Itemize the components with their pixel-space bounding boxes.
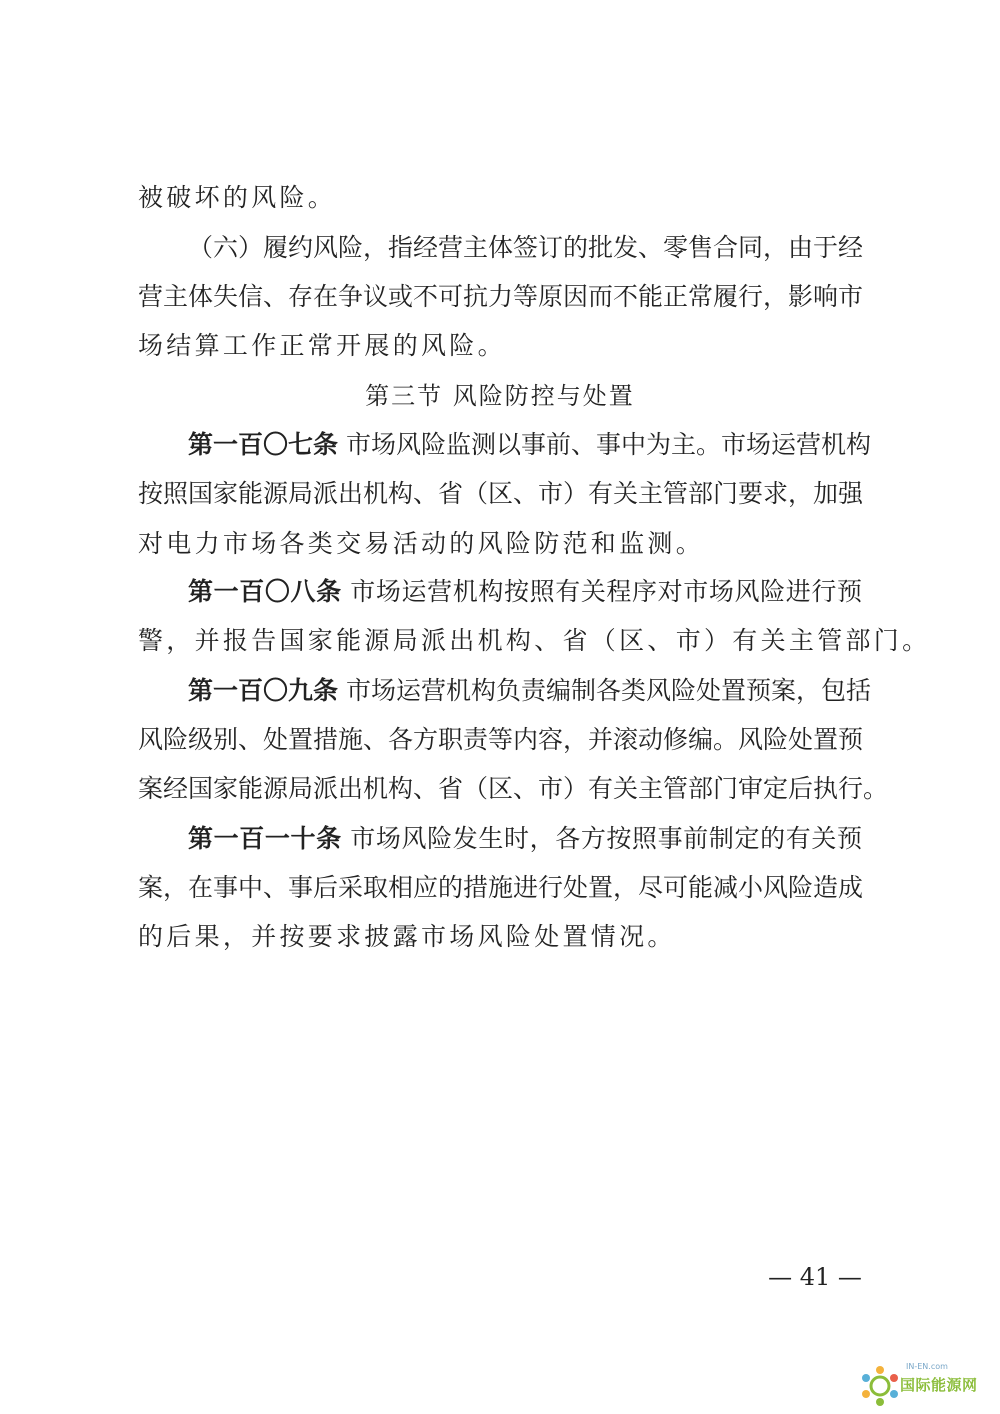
article-107-line3: 对电力市场各类交易活动的风险防范和监测。 (138, 529, 705, 558)
watermark-logo (858, 1360, 1000, 1414)
article-text: 市场运营机构按照有关程序对市场风险进行预 (341, 577, 862, 606)
article-109-line3: 案经国家能源局派出机构、省（区、市）有关主管部门审定后执行。 (138, 774, 889, 803)
article-107-line1 (138, 420, 871, 470)
article-108-line2: 警，并报告国家能源局派出机构、省（区、市）有关主管部门。 (138, 626, 931, 655)
article-text: 市场风险监测以事前、事中为主。市场运营机构 (338, 430, 871, 459)
article-109-line2: 风险级别、处置措施、各方职责等内容，并滚动修编。风险处置预 (138, 725, 864, 754)
paragraph-line: 场结算工作正常开展的风险。 (138, 331, 506, 360)
page-number: — 41 — (768, 1263, 862, 1291)
article-text: 市场运营机构负责编制各类风险处置预案，包括 (338, 676, 871, 705)
paragraph-line: 营主体失信、存在争议或不可抗力等原因而不能正常履行，影响市 (138, 282, 864, 311)
article-108-line1 (138, 567, 862, 617)
article-number: 第一百一十条 (188, 824, 342, 853)
article-110-line1 (138, 814, 862, 864)
article-109-line1 (138, 666, 871, 716)
sun-flower-logo-icon (858, 1364, 902, 1408)
article-110-line3: 的后果，并按要求披露市场风险处置情况。 (138, 922, 676, 951)
article-text: 市场风险发生时，各方按照事前制定的有关预 (341, 824, 862, 853)
article-107-line2: 按照国家能源局派出机构、省（区、市）有关主管部门要求，加强 (138, 479, 864, 508)
article-number: 第一百〇八条 (188, 577, 342, 606)
paragraph-line: （六）履约风险，指经营主体签订的批发、零售合同，由于经 (188, 233, 864, 262)
article-number: 第一百〇九条 (188, 676, 339, 705)
watermark-name: 国际能源网 (900, 1376, 978, 1394)
article-110-line2: 案，在事中、事后采取相应的措施进行处置，尽可能减小风险造成 (138, 873, 864, 902)
paragraph-line: 被破坏的风险。 (138, 183, 337, 212)
article-number: 第一百〇七条 (188, 430, 339, 459)
section-title: 第三节 风险防控与处置 (365, 382, 635, 410)
watermark-domain: IN-EN.com (906, 1362, 948, 1371)
